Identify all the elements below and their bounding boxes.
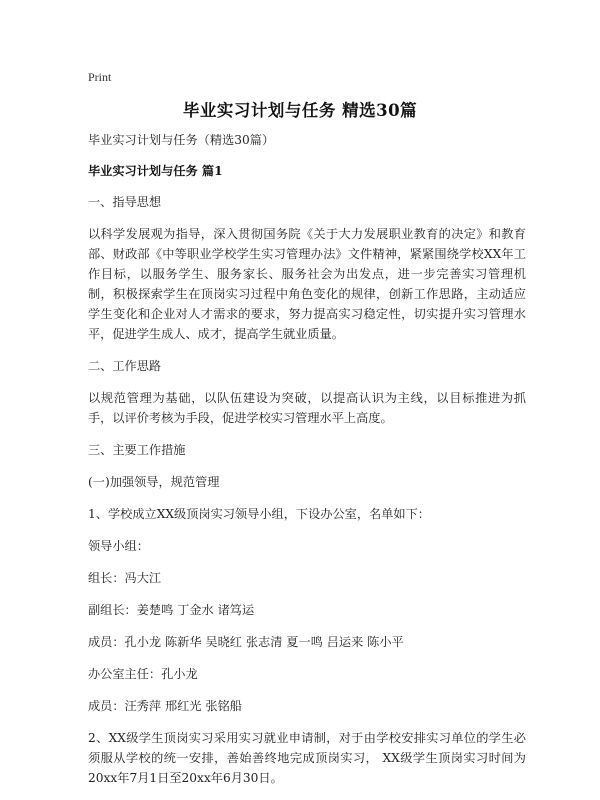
heading-guiding-ideology: 一、指导思想: [88, 195, 162, 209]
office-director: 办公室主任：孔小龙: [88, 667, 198, 681]
page-title: 毕业实习计划与任务 精选30篇: [182, 101, 418, 120]
subheading-leadership: (一)加强领导，规范管理: [88, 475, 220, 489]
heading-main-measures: 三、主要工作措施: [88, 443, 186, 457]
leader-group-label: 领导小组：: [88, 539, 149, 553]
group-leader: 组长：冯大江: [88, 571, 162, 585]
deputy-leaders: 副组长：姜楚鸣 丁金水 诸笃运: [88, 603, 255, 617]
paragraph-guiding-ideology: 以科学发展观为指导，深入贯彻国务院《关于大力发展职业教育的决定》和教育部、财政部《中等职业学校学生实习管理办法》文件精神，紧紧围绕学校XX年工作目标，以服务学生、服务家长、服务社会为出发点，进一步完善实习管理机制，积极探索学生在顶岗实习过程中角色变化的规律，创新工作思路，主动适应学生变化和企业对人才需求的要求，努力提高实习稳定性，切实提升实习管理水平，促进学生成人、成才，提高学生就业质量。: [88, 227, 526, 341]
item-leadership-group: 1、学校成立XX级顶岗实习领导小组，下设办公室，名单如下：: [88, 507, 430, 521]
document-body: [88, 130, 526, 800]
item-internship-application: 2、XX级学生顶岗实习采用实习就业申请制，对于由学校安排实习单位的学生必须服从学校的统一安排，善始善终地完成顶岗实习， XX级学生顶岗实习时间为20xx年7月1日至20xx年6月30日。: [88, 731, 526, 785]
office-members-list: 成员：汪秀萍 邢红光 张铭船: [88, 699, 242, 713]
heading-work-approach: 二、工作思路: [88, 359, 162, 373]
document-subtitle: 毕业实习计划与任务（精选30篇）: [88, 133, 275, 147]
section-title: 毕业实习计划与任务 篇1: [88, 164, 223, 178]
paragraph-work-approach: 以规范管理为基础，以队伍建设为突破，以提高认识为主线，以目标推进为抓手，以评价考核为手段，促进学校实习管理水平上高度。: [88, 391, 526, 425]
members-list: 成员：孔小龙 陈新华 吴晓红 张志清 夏一鸣 吕运来 陈小平: [88, 635, 404, 649]
print-link[interactable]: Print: [88, 70, 112, 84]
